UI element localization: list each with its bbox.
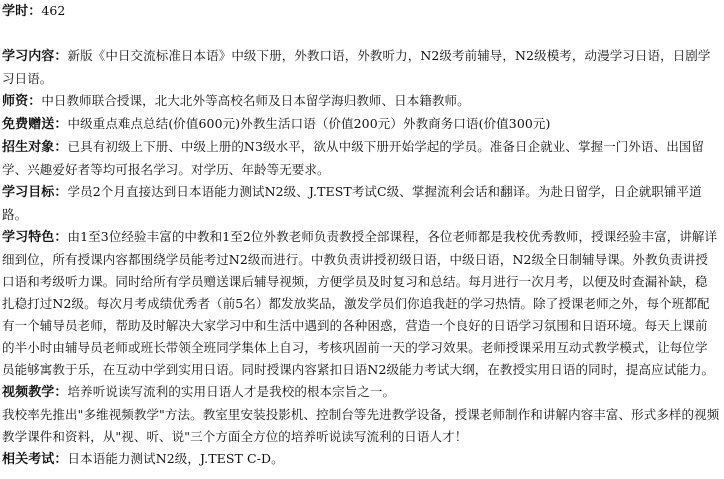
section-exam: [2, 448, 720, 471]
section-features-text: 由1至3位经验丰富的中教和1至2位外教老师负责教授全部课程，各位老师都是我校优秀教师，授课经验丰富，讲解详细到位，所有授课内容都围绕学员能考过N2级而进行。中教负责讲授初级日语，中级日语，N2级全日制辅导课。外教负责讲授口语和考级听力课。同时给所有学员赠送课后辅导视频，方便学员及时复习和总结。每月进行一次月考，以便及时查漏补缺，稳扎稳打过N2级。每次月考成绩优秀者（前5名）都发放奖品，激发学员们你追我赶的学习热情。除了授课老师之外，每个班都配有一个辅导员老师，帮助及时解决大家学习中和生活中遇到的各种困惑，营造一个良好的日语学习氛围和日语环境。每天上课前的半小时由辅导员老师或班长带领全班同学集体上自习，考核巩固前一天的学习效果。老师授课采用互动式教学模式，让每位学员能够寓教于乐，在互动中学到实用日语。同时授课内容紧扣日语N2级能力考试大纲，在教授实用日语的同时，提高应试能力。: [2, 229, 718, 377]
section-goals: [2, 181, 720, 226]
video-paragraph: 我校率先推出"多维视频教学"方法。教室里安装投影机、控制台等先进教学设备，授课老师制作和讲解内容丰富、形式多样的视频教学课件和资料，从"视、听、说"三个方面全方位的培养听说读写流利的日语人才！: [2, 407, 720, 444]
hours-label: 学时：: [2, 4, 42, 19]
section-audience-text: 已具有初级上下册、中级上册的N3级水平，欲从中级下册开始学起的学员。准备日企就业、掌握一门外语、出国留学、兴趣爱好者等均可报名学习。对学历、年龄等无要求。: [2, 139, 705, 177]
section-features: [2, 226, 720, 381]
section-teachers-text: 中日教师联合授课，北大北外等高校名师及日本留学海归教师、日本籍教师。: [41, 93, 470, 108]
section-teachers: [2, 90, 720, 113]
section-features-label: 学习特色：: [2, 230, 68, 245]
section-video-text: 培养听说读写流利的实用日语人才是我校的根本宗旨之一。: [67, 384, 396, 399]
section-goals-text: 学员2个月直接达到日本语能力测试N2级、J.TEST考试C级、掌握流利会话和翻译。为赴日留学，日企就职铺平道路。: [2, 184, 702, 222]
section-content-label: 学习内容：: [2, 49, 68, 64]
hours-line: [2, 0, 720, 23]
section-goals-label: 学习目标：: [2, 185, 68, 200]
section-content: [2, 45, 720, 90]
hours-value: 462: [41, 3, 66, 18]
section-exam-label: 相关考试：: [2, 452, 68, 467]
section-teachers-label: 师资：: [2, 94, 42, 109]
spacer: [2, 23, 720, 45]
section-audience: [2, 136, 720, 181]
section-audience-label: 招生对象：: [2, 140, 68, 155]
section-video-label: 视频教学：: [2, 385, 68, 400]
section-exam-text: 日本语能力测试N2级，J.TEST C-D。: [67, 451, 284, 466]
section-gifts-label: 免费赠送：: [2, 117, 68, 132]
section-gifts: [2, 113, 720, 136]
section-video: [2, 381, 720, 404]
section-gifts-text: 中级重点难点总结(价值600元)外教生活口语（价值200元）外教商务口语(价值300元): [67, 116, 551, 131]
section-content-text: 新版《中日交流标准日本语》中级下册，外教口语，外教听力，N2级考前辅导，N2级模考，动漫学习日语，日剧学习日语。: [2, 48, 711, 86]
